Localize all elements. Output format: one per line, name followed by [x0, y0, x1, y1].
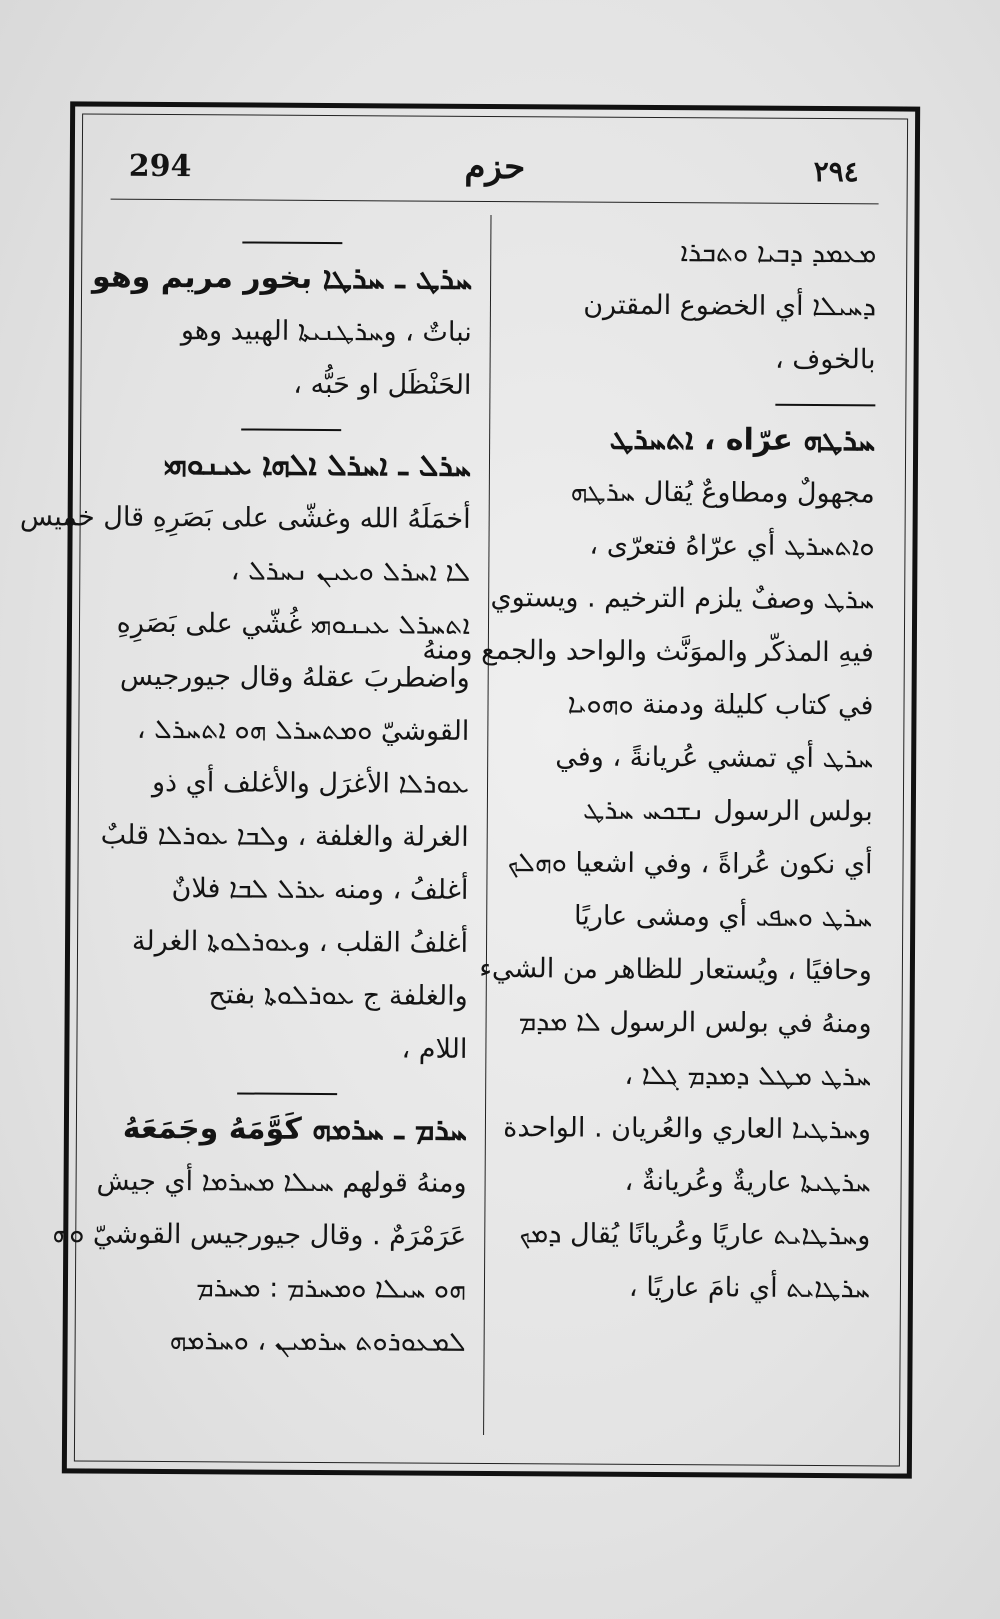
text-line: ܠܐ ܐܚܪܠ ܘܥܝܢ ܢܚܪܠ ،	[230, 555, 471, 588]
text-line: وܚܪܛܐܝܬ عاريًا وعُريانًا يُقال ܕܡܟ	[519, 1218, 871, 1252]
text-line: ومنهُ قولهم ܚܝܠܐ ܡܚܪܡܐ أي جيش	[96, 1165, 467, 1199]
text-line: أخمَلَهُ الله وغشّى على بَصَرِهِ قال خميس	[19, 501, 471, 535]
text-line: وܚܪܛܝܐ العاري والعُريان . الواحدة	[503, 1112, 872, 1146]
text-line: في كتاب كليلة ودمنة ܘܗܘܝܐ	[567, 688, 874, 722]
text-line: ܚܪܛ وصفٌ يلزم الترخيم . ويستوي	[490, 581, 875, 616]
text-line: أغلفُ القلب ، وܥܘܪܠܘܬܐ الغرلة	[131, 925, 469, 959]
entry-separator	[237, 1092, 337, 1095]
text-line: ܚܪܛ ـ ܚܪܛܐ بخور مريم وهو	[92, 259, 473, 297]
left-column	[19, 223, 473, 1433]
text-line: ܚܪܠ ـ ܐܚܪܠ ܐܠܗܐ ܥܝܢܘܗܝ	[163, 446, 472, 484]
text-line: بالخوف ،	[774, 343, 876, 376]
text-line: ܚܪܛ أي تمشي عُريانةً ، وفي	[555, 741, 874, 775]
text-line: ܘܐܬܚܪܛ أي عرّاهُ فتعرّى ،	[589, 529, 875, 563]
page-number-arabic: ٢٩٤	[813, 154, 859, 189]
text-line: ܗܘ ܚܝܠܐ ܘܡܚܪܡ : ܡܚܪܡ	[196, 1272, 467, 1305]
text-line: اللام ،	[401, 1033, 468, 1065]
text-line: ܚܪܛ ܘܚܦܝ أي ومشى عاريًا	[574, 900, 873, 934]
left-entry-1	[92, 251, 473, 412]
text-line: أغلفُ ، ومنه ܥܪܠ ܠܒܐ فلانٌ	[171, 873, 469, 906]
text-line: ܡܥܡܕ ܕܒܝܐ ܘܬܒܪܐ	[680, 237, 877, 270]
text-line: واضطربَ عقلهُ وقال جيورجيس	[119, 660, 470, 694]
text-line: الغرلة والغلفة ، وܠܒܐ ܥܘܪܠܐ قلبٌ	[100, 819, 469, 853]
text-line: وحافيًا ، ويُستعار للظاهر من الشيء	[479, 952, 872, 987]
right-entry-1	[501, 225, 876, 386]
text-line: ܐܬܚܪܠ ܥܝܢܘܗܝ غُشّي على بَصَرِهِ	[116, 607, 471, 641]
text-line: ܠܡܥܘܪܘܬ ܚܪܡܝܢ ، ܘܚܪܡܗ	[169, 1325, 466, 1358]
text-line: ܚܪܛ ܡܛܠ ܕܡܕܡ ܓܠܐ ،	[624, 1059, 872, 1093]
text-line: ومنهُ في بولس الرسول ܠܐ ܡܕܡ	[518, 1006, 872, 1040]
text-line: نباتٌ ، وܚܪܛܢܝܬܐ الهبيد وهو	[180, 315, 472, 348]
entry-separator	[241, 428, 341, 431]
column-divider	[483, 215, 491, 1435]
text-line: ܚܪܛܐܝܬ أي نامَ عاريًا ،	[628, 1271, 871, 1305]
text-line: بولس الرسول ܢܫܟܚ ܚܪܛ	[582, 794, 873, 828]
entry-separator	[775, 404, 875, 407]
text-line: عَرَمْرَمٌ . وقال جيورجيس القوشيّ ܘܗ	[52, 1218, 467, 1252]
text-line: مجهولٌ ومطاوعٌ يُقال ܚܪܛܗ	[570, 476, 875, 510]
left-entry-3	[52, 1102, 468, 1369]
text-line: أي نكون عُراةً ، وفي اشعيا ܘܗܠܟ	[507, 847, 873, 881]
text-line: الحَنْظَل او حَبُّه ،	[293, 368, 472, 401]
text-line: ܚܪܡ ـ ܚܪܡܗ كَوَّمَهُ وجَمَعَهُ	[122, 1110, 468, 1148]
text-line: فيهِ المذكّر والموَنَّث والواحد والجمع ومنهُ	[422, 634, 874, 669]
text-line: ܕܚܝܠܐ أي الخضوع المقترن	[583, 289, 877, 323]
header-title-word: حزم	[464, 146, 526, 188]
text-line: ܚܪܛܝܬܐ عاريةٌ وعُريانةٌ ،	[624, 1165, 871, 1199]
text-line: ܚܪܛܗ عرّاه ، ܐܬܚܪܛ	[609, 421, 876, 459]
text-line: والغلفة ج ܥܘܪܠܘܬܐ بفتح	[208, 979, 468, 1012]
page-frame-inner	[19, 113, 908, 1466]
page-header	[111, 143, 879, 205]
text-line: القوشيّ ܘܡܬܚܪܠ ܗܘ ܐܬܚܪܠ ،	[136, 713, 470, 747]
page-frame	[19, 101, 920, 1478]
entry-separator	[242, 241, 342, 244]
text-line: ܥܘܪܠܐ الأغرَل والأغلف أي ذو	[151, 766, 470, 800]
left-entry-2	[19, 438, 472, 1076]
page-number-latin: 294	[128, 148, 192, 185]
